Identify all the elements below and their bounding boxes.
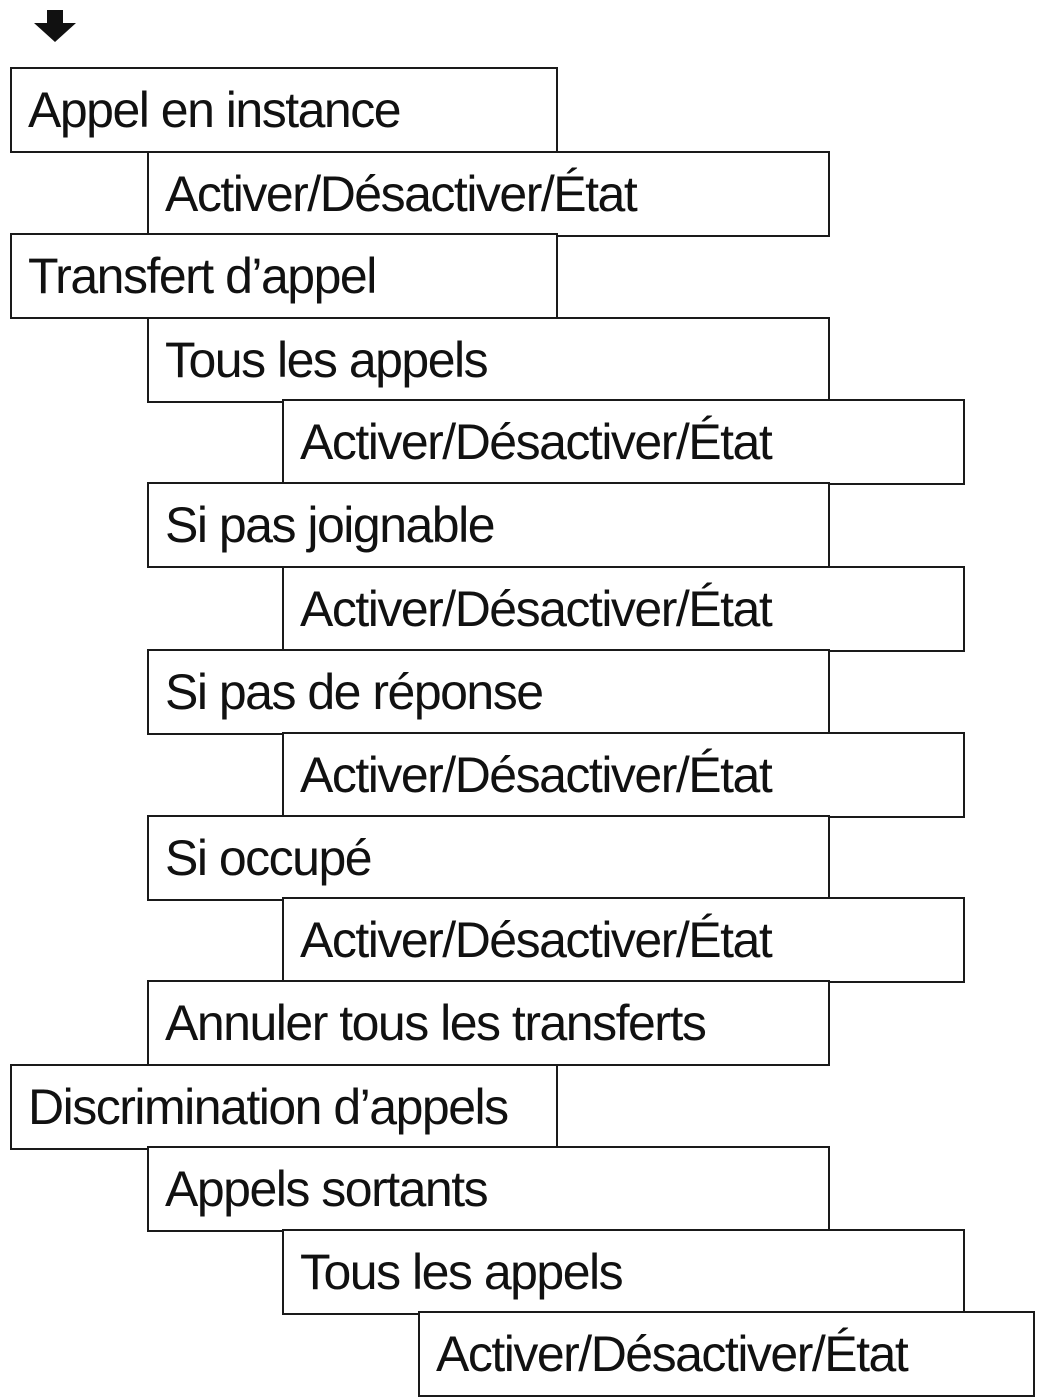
menu-item-label: Activer/Désactiver/État <box>300 912 772 968</box>
menu-item-label: Activer/Désactiver/État <box>300 747 772 803</box>
menu-item-label: Discrimination d’appels <box>28 1079 508 1135</box>
menu-item-label: Activer/Désactiver/État <box>165 166 637 222</box>
menu-item-label: Annuler tous les transferts <box>165 995 706 1051</box>
menu-item-appels-sortants[interactable] <box>147 1146 830 1232</box>
menu-item-label: Appels sortants <box>165 1161 488 1217</box>
menu-item-si-pas-joignable[interactable] <box>147 482 830 568</box>
menu-item-label: Si pas joignable <box>165 497 495 553</box>
menu-item-label: Appel en instance <box>28 82 401 138</box>
menu-item-discrimination-appels[interactable] <box>10 1064 558 1150</box>
menu-item-tous-les-appels[interactable] <box>282 1229 965 1315</box>
menu-item-si-occupe[interactable] <box>147 815 830 901</box>
menu-item-activer-desactiver-etat[interactable] <box>282 399 965 485</box>
menu-item-label: Activer/Désactiver/État <box>436 1326 908 1382</box>
menu-item-si-pas-de-reponse[interactable] <box>147 649 830 735</box>
menu-item-activer-desactiver-etat[interactable] <box>282 566 965 652</box>
menu-item-label: Tous les appels <box>300 1244 623 1300</box>
menu-item-annuler-tous-les-transferts[interactable] <box>147 980 830 1066</box>
menu-item-label: Si pas de réponse <box>165 664 543 720</box>
menu-item-activer-desactiver-etat[interactable] <box>282 897 965 983</box>
menu-item-label: Activer/Désactiver/État <box>300 414 772 470</box>
menu-item-tous-les-appels[interactable] <box>147 317 830 403</box>
menu-item-activer-desactiver-etat[interactable] <box>282 732 965 818</box>
menu-item-label: Tous les appels <box>165 332 488 388</box>
menu-item-label: Transfert d’appel <box>28 248 376 304</box>
menu-item-activer-desactiver-etat[interactable] <box>418 1311 1035 1397</box>
menu-item-appel-en-instance[interactable] <box>10 67 558 153</box>
menu-item-activer-desactiver-etat[interactable] <box>147 151 830 237</box>
menu-item-transfert-appel[interactable] <box>10 233 558 319</box>
menu-item-label: Activer/Désactiver/État <box>300 581 772 637</box>
menu-item-label: Si occupé <box>165 830 372 886</box>
